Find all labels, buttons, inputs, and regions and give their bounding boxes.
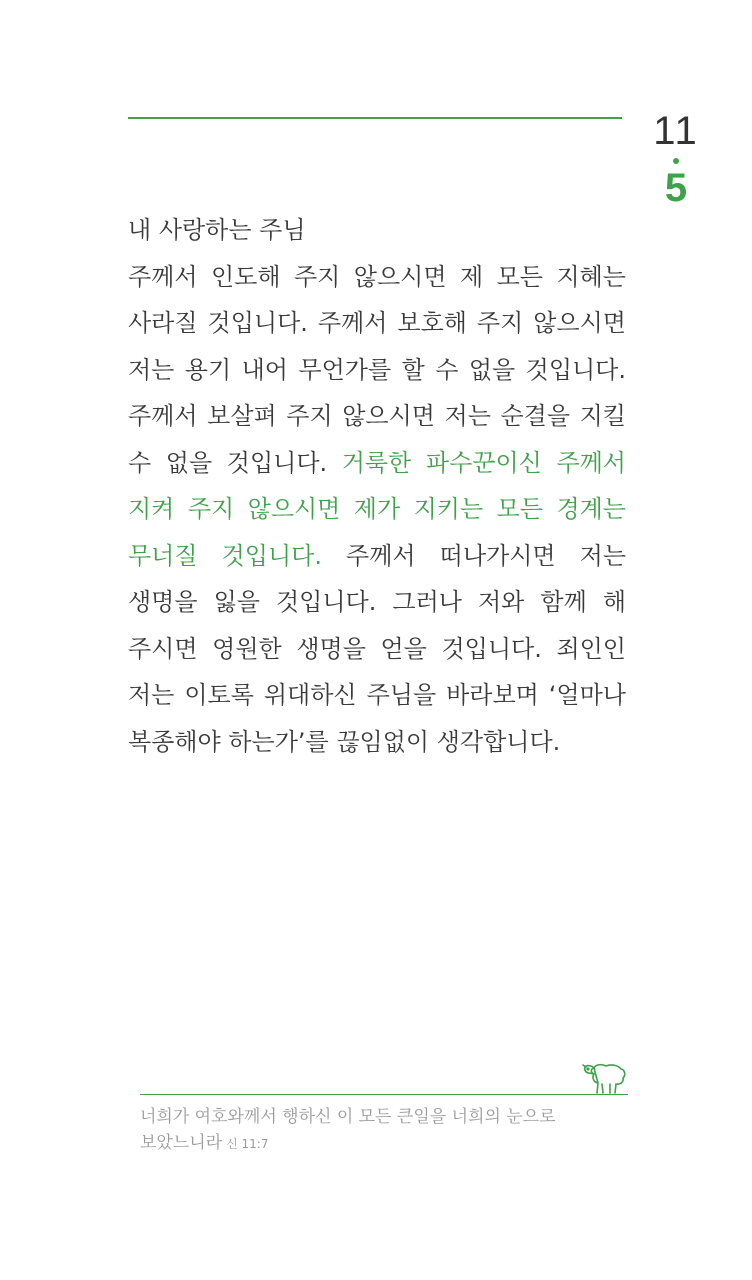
footer-divider: [140, 1094, 628, 1095]
date-separator-dot: [673, 158, 679, 164]
date-marker: [640, 108, 712, 210]
verse-reference: 신 11:7: [226, 1137, 269, 1151]
date-day: 5: [664, 166, 688, 210]
prayer-body: [128, 207, 626, 765]
prayer-text-after: 주께서 떠나가시면 저는 생명을 잃을 것입니다. 그러나 저와 함께 해 주시면 영원한 생명을 얻을 것입니다. 죄인인 저는 이토록 위대하신 주님을 바라보며 ‘얼마나 복종해야 하는가’를 끊임없이 생각합니다.: [128, 541, 626, 756]
prayer-paragraph: [128, 254, 626, 766]
verse-text: 너희가 여호와께서 행하신 이 모든 큰일을 너희의 눈으로 보았느니라: [140, 1107, 556, 1153]
top-divider: [128, 117, 622, 119]
date-month: 11: [653, 109, 699, 153]
prayer-text-before: 주께서 인도해 주지 않으시면 제 모든 지혜는 사라질 것입니다. 주께서 보호해 주지 않으시면 저는 용기 내어 무언가를 할 수 없을 것입니다. 주께서 보살펴 주지 않으시면 저는 순결을 지킬 수 없을 것입니다.: [128, 262, 626, 477]
lamb-icon: [580, 1056, 630, 1096]
prayer-opening: 내 사랑하는 주님: [128, 216, 306, 244]
scripture-verse: [140, 1104, 628, 1157]
prayer-highlight: 거룩한 파수꾼이신 주께서 지켜 주지 않으시면 제가 지키는 모든 경계는 무너질 것입니다.: [128, 448, 626, 570]
